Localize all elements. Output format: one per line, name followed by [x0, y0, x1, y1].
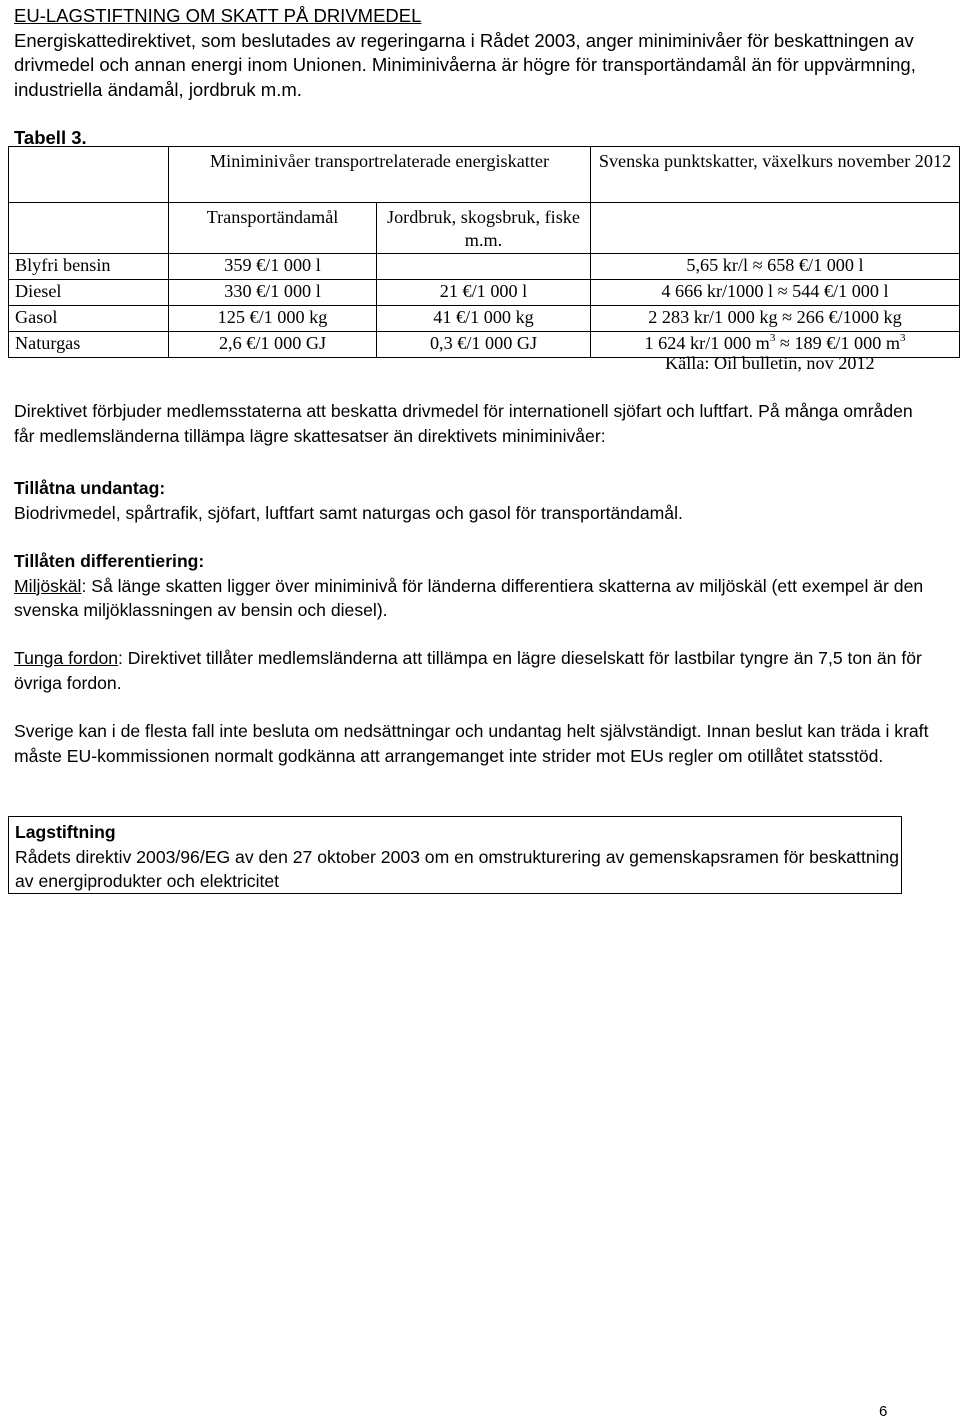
svenska-cell: 2 283 kr/1 000 kg ≈ 266 €/1000 kg	[591, 306, 960, 332]
table-header-row	[9, 147, 960, 203]
jordbruk-cell: 0,3 €/1 000 GJ	[377, 332, 591, 358]
tunga-text: : Direktivet tillåter medlemsländerna att tillämpa en lägre dieselskatt för lastbilar tyngre än 7,5 ton än för övriga fordon.	[14, 648, 922, 693]
svenska-cell: 5,65 kr/l ≈ 658 €/1 000 l	[591, 254, 960, 280]
paragraph-sverige: Sverige kan i de flesta fall inte besluta om nedsättningar och undantag helt självständigt. Innan beslut kan träda i kraft måste EU-kommissionen normalt godkänna att arrangemanget inte strider mot EUs regler om otillåtet statsstöd.	[14, 721, 929, 766]
differentiering-section	[14, 549, 934, 623]
header-miniminivaer: Miniminivåer transportrelaterade energiskatter	[169, 147, 591, 203]
table-row	[9, 306, 960, 332]
subheader-empty-right	[591, 203, 960, 254]
fuel-cell: Diesel	[9, 280, 169, 306]
table-source: Källa: Oil bulletin, nov 2012	[665, 353, 875, 373]
miljo-text: : Så länge skatten ligger över miniminivå för länderna differentiera skatterna av miljöskäl (ett exempel är den svenska miljöklassningen av bensin och diesel).	[14, 575, 924, 620]
naturgas-sv-part-b: ≈ 189 €/1 000 m	[775, 333, 900, 353]
undantag-heading: Tillåtna undantag:	[14, 478, 166, 498]
transport-cell: 330 €/1 000 l	[169, 280, 377, 306]
table-caption: Tabell 3.	[14, 127, 87, 148]
transport-cell: 2,6 €/1 000 GJ	[169, 332, 377, 358]
header-svenska: Svenska punktskatter, växelkurs november 2012	[591, 147, 960, 203]
fuel-cell: Naturgas	[9, 332, 169, 358]
fuel-cell: Blyfri bensin	[9, 254, 169, 280]
jordbruk-cell	[377, 254, 591, 280]
miljo-paragraph	[14, 574, 934, 623]
jordbruk-cell: 21 €/1 000 l	[377, 280, 591, 306]
tunga-label: Tunga fordon	[14, 648, 119, 668]
section-title: EU-LAGSTIFTNING OM SKATT PÅ DRIVMEDEL	[14, 5, 422, 26]
table-header-empty	[9, 147, 169, 203]
lagstiftning-heading: Lagstiftning	[15, 822, 116, 842]
svenska-cell: 4 666 kr/1000 l ≈ 544 €/1 000 l	[591, 280, 960, 306]
subheader-empty	[9, 203, 169, 254]
naturgas-sv-part-a: 1 624 kr/1 000 m	[644, 333, 770, 353]
lagstiftning-box	[8, 816, 902, 894]
subheader-jordbruk: Jordbruk, skogsbruk, fiske m.m.	[377, 203, 591, 254]
undantag-text: Biodrivmedel, spårtrafik, sjöfart, luftfart samt naturgas och gasol för transportändamål.	[14, 502, 683, 523]
table-subheader-row	[9, 203, 960, 254]
intro-text: Energiskattedirektivet, som beslutades av regeringarna i Rådet 2003, anger miniminivåer för beskattningen av drivmedel och annan energi inom Unionen. Miniminivåerna är högre för transportändamål än för uppvärmning, industriella ändamål, jordbruk m.m.	[14, 29, 916, 100]
fuel-cell: Gasol	[9, 306, 169, 332]
jordbruk-cell: 41 €/1 000 kg	[377, 306, 591, 332]
page-number: 6	[879, 1403, 888, 1420]
transport-cell: 125 €/1 000 kg	[169, 306, 377, 332]
undantag-section	[14, 476, 934, 525]
table-row	[9, 280, 960, 306]
table-row	[9, 254, 960, 280]
subheader-transport: Transportändamål	[169, 203, 377, 254]
superscript-3: 3	[899, 332, 906, 344]
transport-cell: 359 €/1 000 l	[169, 254, 377, 280]
miljo-label: Miljöskäl	[14, 575, 82, 596]
tax-table	[8, 146, 960, 358]
intro-section	[14, 4, 944, 102]
paragraph-direktivet: Direktivet förbjuder medlemsstaterna att beskatta drivmedel för internationell sjöfart och luftfart. På många områden får medlemsländerna tillämpa lägre skattesatser än direktivets miniminivåer:	[14, 401, 913, 446]
lagstiftning-text: Rådets direktiv 2003/96/EG av den 27 oktober 2003 om en omstrukturering av gemenskapsramen för beskattning av energiprodukter och elektricitet	[15, 846, 900, 891]
tunga-paragraph	[14, 646, 934, 695]
superscript-3: 3	[769, 332, 776, 344]
differentiering-heading: Tillåten differentiering:	[14, 551, 205, 571]
